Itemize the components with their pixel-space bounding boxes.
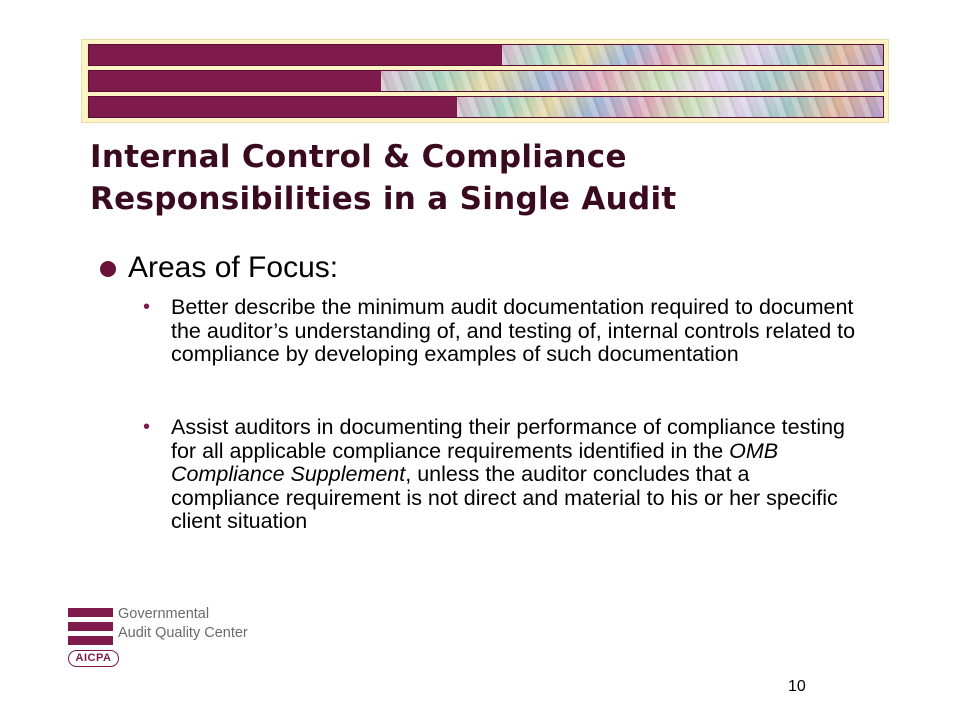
logo-bar xyxy=(68,608,113,617)
sub-bullet-1-text: Better describe the minimum audit documentation required to document the auditor’s understanding of, and testing of, internal controls related to compliance by developing examples of such documentation xyxy=(171,295,856,366)
publication-title: OMB Compliance Supplement xyxy=(171,438,779,486)
sub-bullet-2-text xyxy=(171,416,861,534)
banner-stripe-top xyxy=(88,44,884,66)
slide-title-line-2: Responsibilities in a Single Audit xyxy=(90,181,677,217)
slide-title xyxy=(90,136,910,220)
main-bullet-text: Areas of Focus: xyxy=(128,251,339,284)
banner-stripe-middle xyxy=(88,70,884,92)
aicpa-badge: AICPA xyxy=(68,650,119,667)
bullet-dot-icon: • xyxy=(143,416,151,438)
logo-bar xyxy=(68,636,113,645)
bullet-circle-icon xyxy=(100,261,116,277)
gaqc-logo xyxy=(66,606,256,666)
logo-text-line-2: Audit Quality Center xyxy=(118,625,248,641)
bullet-dot-icon: • xyxy=(143,296,151,318)
page-number: 10 xyxy=(788,678,806,695)
banner-stripe-bottom xyxy=(88,96,884,118)
header-banner xyxy=(81,39,889,123)
slide-title-line-1: Internal Control & Compliance xyxy=(90,139,627,175)
logo-text-line-1: Governmental xyxy=(118,606,210,622)
logo-bar xyxy=(68,622,113,631)
sub-bullet-2-text-end: , unless the auditor concludes that a compliance requirement is not direct and material to his or her specific client situation xyxy=(171,462,838,533)
sub-bullet-2-text-start: Assist auditors in documenting their performance of compliance testing for all applicable compliance requirements identified in the xyxy=(171,415,846,463)
